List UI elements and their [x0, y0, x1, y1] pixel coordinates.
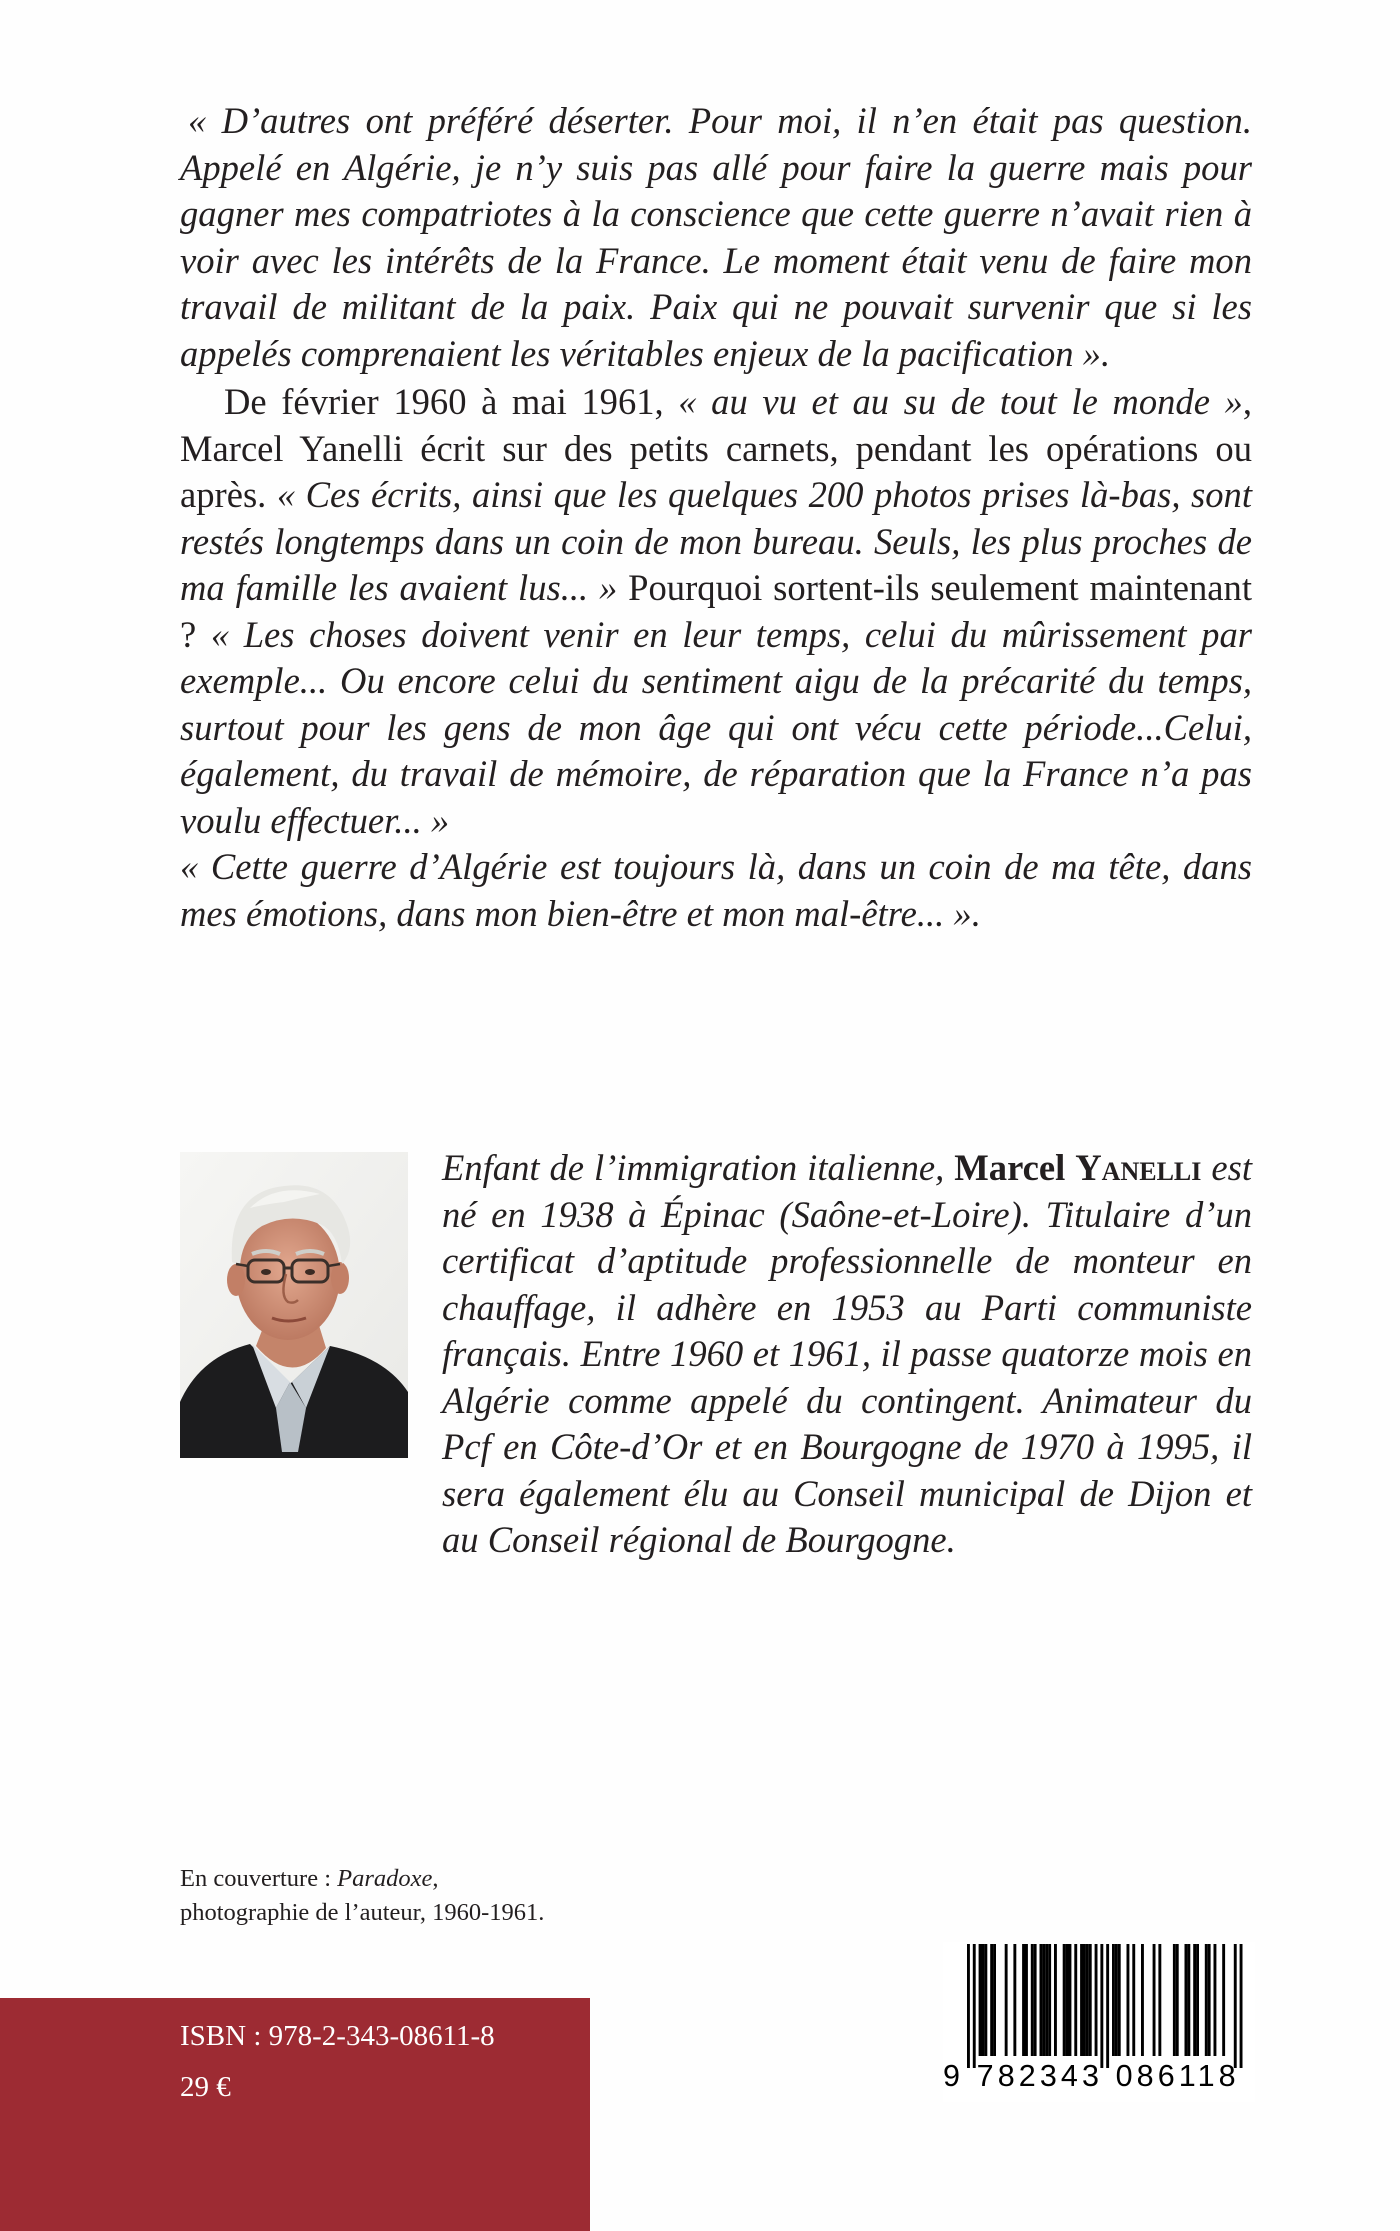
cover-credit-line-1: [180, 1862, 820, 1896]
barcode-bar: [1208, 1944, 1211, 2056]
barcode-bar: [1022, 1944, 1025, 2056]
p2-quote-3: « Les choses doivent venir en leur temps, celui du mûrissement par exemple... Ou encore celui du sentiment aigu de la précarité du temps, surtout pour les gens de mon âge qui ont vécu cette période...Celui, également, du travail de mémoire, de réparation que la France n’a pas voulu effectuer... »: [180, 613, 1252, 841]
isbn-label: ISBN : 978-2-343-08611-8: [180, 2020, 495, 2052]
barcode-bar: [1054, 1944, 1057, 2056]
barcode-bar: [973, 1944, 976, 2068]
price-block: [0, 1998, 590, 2231]
barcode-bar: [1222, 1944, 1225, 2056]
p2-question: Pourquoi sortent-ils seulement maintenant ?: [180, 567, 1252, 655]
barcode-bar: [1185, 1944, 1188, 2056]
barcode-bar: [1118, 1944, 1121, 2056]
photo-spacer: [180, 1145, 442, 1561]
barcode-bar: [1141, 1944, 1144, 2056]
cover-credit-suffix: ,: [432, 1865, 439, 1892]
blurb-paragraph-2: [180, 379, 1252, 844]
barcode-bar: [1205, 1944, 1208, 2056]
barcode-bar: [1025, 1944, 1028, 2056]
barcode-bar: [1045, 1944, 1048, 2056]
author-bio: [180, 1145, 1252, 1564]
barcode-bar: [984, 1944, 987, 2056]
p2-middle: , Marcel Yanelli écrit sur des petits carnets, pendant les opérations ou après.: [180, 381, 1252, 515]
barcode-digits: 9 782343 086118: [943, 2059, 1240, 2093]
barcode-bar: [1042, 1944, 1045, 2056]
barcode-bar: [1040, 1944, 1043, 2056]
back-cover-blurb: [180, 98, 1252, 937]
barcode-bar: [1083, 1944, 1086, 2056]
barcode-bar: [1048, 1944, 1051, 2056]
author-first-name: Marcel: [954, 1147, 1066, 1188]
bio-text: est né en 1938 à Épinac (Saône-et-Loire). Titulaire d’un certificat d’aptitude professionnelle de monteur en chauffage, il adhère en 1953 au Parti communiste français. Entre 1960 et 1961, il passe quatorze mois en Algérie comme appelé du contingent. Animateur du Pcf en Côte-d’Or et en Bourgogne de 1970 à 1995, il sera également élu au Conseil municipal de Dijon et au Conseil régional de Bourgogne.: [442, 1147, 1252, 1560]
author-name: [954, 1147, 1201, 1188]
barcode-bar: [1240, 1944, 1243, 2068]
barcode-bar: [1063, 1944, 1066, 2056]
barcode-bars: [943, 1942, 1255, 2070]
bio-intro: Enfant de l’immigration italienne,: [442, 1147, 955, 1188]
barcode-bar: [1187, 1944, 1190, 2056]
barcode-bar: [1080, 1944, 1083, 2056]
barcode-bar: [1089, 1944, 1092, 2056]
barcode-bar: [1132, 1944, 1135, 2056]
barcode-bar: [1100, 1944, 1103, 2068]
cover-photo-title: Paradoxe: [337, 1865, 433, 1892]
barcode-bar: [979, 1944, 982, 2056]
barcode-bar: [1196, 1944, 1199, 2056]
barcode-bar: [1034, 1944, 1037, 2056]
barcode-bar: [990, 1944, 993, 2056]
barcode-bar: [1069, 1944, 1072, 2056]
barcode-bar: [1193, 1944, 1196, 2056]
p2-quote-1: « au vu et au su de tout le monde »: [678, 381, 1243, 422]
barcode-bar: [1112, 1944, 1115, 2056]
barcode-bar: [1095, 1944, 1098, 2056]
p3-quote: « Cette guerre d’Algérie est toujours là, dans un coin de ma tête, dans mes émotions, dans mon bien-être et mon mal-être... ».: [180, 846, 1252, 934]
blurb-paragraph-3: [180, 844, 1252, 937]
barcode-bar: [1013, 1944, 1016, 2056]
barcode-bar: [1074, 1944, 1077, 2056]
author-last-name: Yanelli: [1075, 1147, 1202, 1188]
cover-credit-prefix: En couverture :: [180, 1865, 338, 1892]
price-label: 29 €: [180, 2071, 231, 2103]
barcode-bar: [1158, 1944, 1161, 2056]
barcode-bar: [1176, 1944, 1179, 2056]
cover-credit-line-2: photographie de l’auteur, 1960-1961.: [180, 1899, 545, 1926]
barcode-bar: [1086, 1944, 1089, 2056]
barcode-bar: [1115, 1944, 1118, 2056]
barcode-bar: [1031, 1944, 1034, 2056]
opening-quote: [180, 98, 1252, 377]
barcode-bar: [967, 1944, 970, 2068]
opening-quote-text: « D’autres ont préféré déserter. Pour moi, il n’en était pas question. Appelé en Algérie, je n’y suis pas allé pour faire la guerre mais pour gagner mes compatriotes à la conscience que cette guerre n’avait rien à voir avec les intérêts de la France. Le moment était venu de faire mon travail de militant de la paix. Paix qui ne pouvait survenir que si les appelés comprenaient les véritables enjeux de la pacification ».: [180, 100, 1252, 374]
p2-quote-2: « Ces écrits, ainsi que les quelques 200 photos prises là-bas, sont restés longtemps dans un coin de mon bureau. Seuls, les plus proches de ma famille les avaient lus... »: [180, 474, 1253, 608]
barcode-bar: [1234, 1944, 1237, 2068]
barcode-bar: [982, 1944, 985, 2056]
barcode-bar: [1173, 1944, 1176, 2056]
barcode: [943, 1942, 1255, 2102]
barcode-bar: [993, 1944, 996, 2056]
cover-credit: [180, 1862, 820, 1930]
p2-intro: De février 1960 à mai 1961,: [224, 381, 679, 422]
barcode-bar: [1127, 1944, 1130, 2056]
barcode-bar: [1106, 1944, 1109, 2068]
barcode-bar: [1153, 1944, 1156, 2056]
barcode-bar: [1066, 1944, 1069, 2056]
barcode-bar: [1214, 1944, 1217, 2056]
barcode-bar: [1005, 1944, 1008, 2056]
